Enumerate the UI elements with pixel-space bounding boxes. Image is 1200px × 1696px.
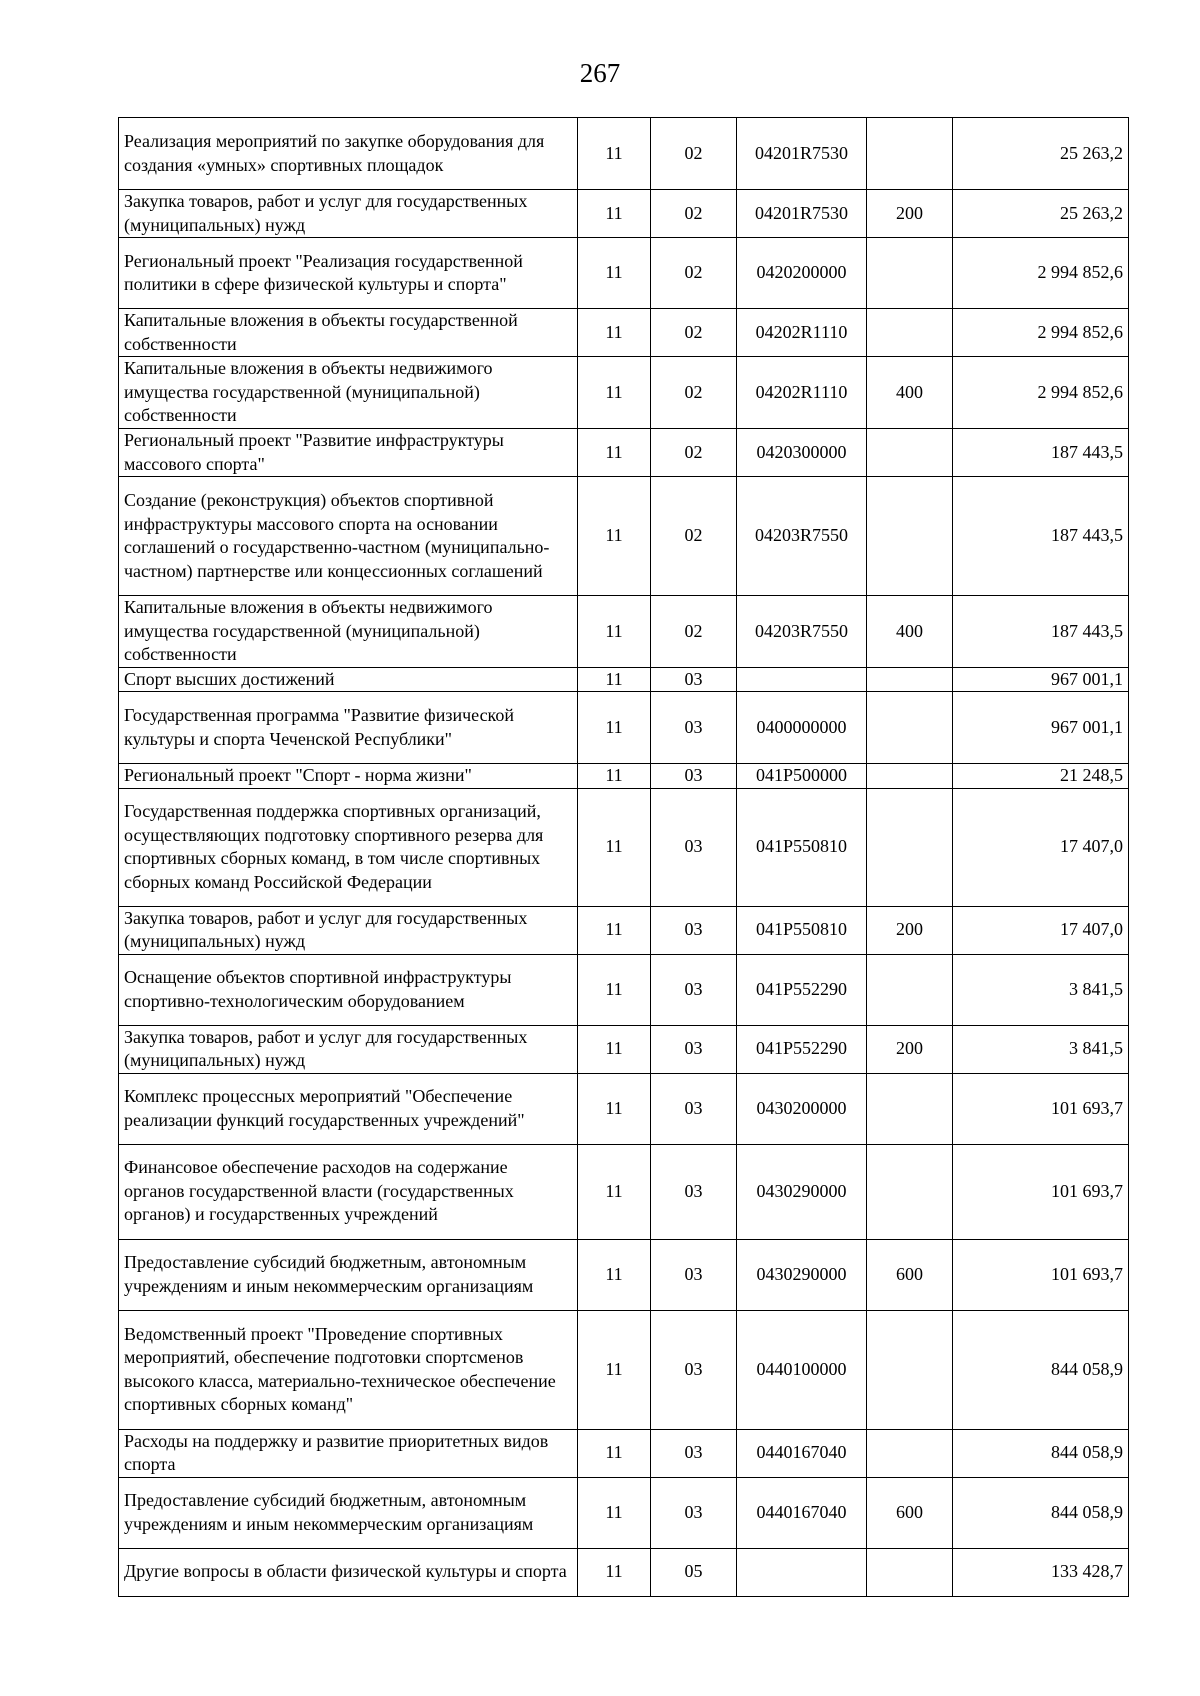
row-target-code: 04202R1110 xyxy=(737,357,867,429)
row-subsection: 03 xyxy=(651,692,737,764)
row-amount: 844 058,9 xyxy=(953,1477,1129,1548)
row-expense-type: 600 xyxy=(867,1239,953,1310)
row-expense-type: 400 xyxy=(867,357,953,429)
row-amount: 2 994 852,6 xyxy=(953,309,1129,357)
row-name: Региональный проект "Развитие инфраструктуры массового спорта" xyxy=(119,429,578,477)
row-amount: 967 001,1 xyxy=(953,692,1129,764)
row-target-code xyxy=(737,667,867,692)
row-subsection: 03 xyxy=(651,667,737,692)
row-subsection: 02 xyxy=(651,357,737,429)
row-name: Спорт высших достижений xyxy=(119,667,578,692)
row-subsection: 02 xyxy=(651,309,737,357)
table-row xyxy=(119,1477,1129,1548)
table-row xyxy=(119,596,1129,668)
table-row xyxy=(119,118,1129,190)
row-subsection: 03 xyxy=(651,1429,737,1477)
row-amount: 133 428,7 xyxy=(953,1548,1129,1596)
row-expense-type xyxy=(867,1548,953,1596)
table-row xyxy=(119,906,1129,954)
row-name: Оснащение объектов спортивной инфраструктуры спортивно-технологическим оборудованием xyxy=(119,954,578,1025)
row-target-code: 0440167040 xyxy=(737,1477,867,1548)
table-row xyxy=(119,1310,1129,1429)
row-name: Закупка товаров, работ и услуг для государственных (муниципальных) нужд xyxy=(119,190,578,238)
row-section: 11 xyxy=(578,309,651,357)
row-subsection: 03 xyxy=(651,906,737,954)
row-expense-type xyxy=(867,667,953,692)
row-section: 11 xyxy=(578,1239,651,1310)
row-name: Реализация мероприятий по закупке оборудования для создания «умных» спортивных площадок xyxy=(119,118,578,190)
row-target-code: 04201R7530 xyxy=(737,190,867,238)
row-amount: 17 407,0 xyxy=(953,906,1129,954)
row-target-code: 0440167040 xyxy=(737,1429,867,1477)
row-target-code: 041P550810 xyxy=(737,906,867,954)
row-expense-type: 200 xyxy=(867,906,953,954)
row-amount: 101 693,7 xyxy=(953,1073,1129,1144)
table-row xyxy=(119,1144,1129,1239)
row-section: 11 xyxy=(578,788,651,906)
row-name: Финансовое обеспечение расходов на содержание органов государственной власти (государственных органов) и государственных учреждений xyxy=(119,1144,578,1239)
page-number: 267 xyxy=(579,58,621,88)
row-section: 11 xyxy=(578,1144,651,1239)
row-subsection: 03 xyxy=(651,1025,737,1073)
row-subsection: 02 xyxy=(651,118,737,190)
row-section: 11 xyxy=(578,238,651,309)
row-amount: 17 407,0 xyxy=(953,788,1129,906)
row-expense-type: 200 xyxy=(867,190,953,238)
row-name: Расходы на поддержку и развитие приоритетных видов спорта xyxy=(119,1429,578,1477)
row-target-code: 041P552290 xyxy=(737,954,867,1025)
row-name: Государственная поддержка спортивных организаций, осуществляющих подготовку спортивного резерва для спортивных сборных команд, в том числе спортивных сборных команд Российской Федерации xyxy=(119,788,578,906)
row-target-code: 0400000000 xyxy=(737,692,867,764)
budget-table-body xyxy=(119,118,1129,1597)
row-name: Капитальные вложения в объекты недвижимого имущества государственной (муниципальной) собственности xyxy=(119,596,578,668)
row-name: Капитальные вложения в объекты недвижимого имущества государственной (муниципальной) собственности xyxy=(119,357,578,429)
row-expense-type xyxy=(867,477,953,596)
row-subsection: 03 xyxy=(651,764,737,789)
row-name: Другие вопросы в области физической культуры и спорта xyxy=(119,1548,578,1596)
row-subsection: 03 xyxy=(651,1239,737,1310)
row-target-code: 0440100000 xyxy=(737,1310,867,1429)
row-target-code: 04201R7530 xyxy=(737,118,867,190)
row-amount: 187 443,5 xyxy=(953,596,1129,668)
table-row xyxy=(119,1548,1129,1596)
table-row xyxy=(119,1025,1129,1073)
row-expense-type xyxy=(867,692,953,764)
row-name: Закупка товаров, работ и услуг для государственных (муниципальных) нужд xyxy=(119,1025,578,1073)
row-subsection: 02 xyxy=(651,477,737,596)
row-section: 11 xyxy=(578,1429,651,1477)
table-row xyxy=(119,788,1129,906)
row-section: 11 xyxy=(578,1548,651,1596)
row-expense-type xyxy=(867,1310,953,1429)
row-expense-type xyxy=(867,1429,953,1477)
row-target-code: 04203R7550 xyxy=(737,477,867,596)
budget-table xyxy=(118,117,1129,1597)
table-row xyxy=(119,954,1129,1025)
row-section: 11 xyxy=(578,906,651,954)
table-row xyxy=(119,1073,1129,1144)
row-subsection: 03 xyxy=(651,1144,737,1239)
row-amount: 25 263,2 xyxy=(953,190,1129,238)
row-expense-type: 400 xyxy=(867,596,953,668)
table-row xyxy=(119,190,1129,238)
row-expense-type: 200 xyxy=(867,1025,953,1073)
row-subsection: 02 xyxy=(651,596,737,668)
row-target-code: 04202R1110 xyxy=(737,309,867,357)
row-expense-type xyxy=(867,1073,953,1144)
row-amount: 25 263,2 xyxy=(953,118,1129,190)
row-subsection: 03 xyxy=(651,1073,737,1144)
table-row xyxy=(119,238,1129,309)
row-expense-type xyxy=(867,764,953,789)
row-section: 11 xyxy=(578,764,651,789)
row-target-code: 0430200000 xyxy=(737,1073,867,1144)
row-amount: 2 994 852,6 xyxy=(953,238,1129,309)
table-row xyxy=(119,764,1129,789)
table-row xyxy=(119,1429,1129,1477)
row-name: Предоставление субсидий бюджетным, автономным учреждениям и иным некоммерческим организациям xyxy=(119,1477,578,1548)
row-name: Капитальные вложения в объекты государственной собственности xyxy=(119,309,578,357)
row-name: Комплекс процессных мероприятий "Обеспечение реализации функций государственных учреждений" xyxy=(119,1073,578,1144)
table-row xyxy=(119,692,1129,764)
row-section: 11 xyxy=(578,1310,651,1429)
row-section: 11 xyxy=(578,596,651,668)
row-target-code: 0420200000 xyxy=(737,238,867,309)
row-section: 11 xyxy=(578,1477,651,1548)
row-subsection: 03 xyxy=(651,954,737,1025)
row-expense-type xyxy=(867,1144,953,1239)
row-target-code: 041P552290 xyxy=(737,1025,867,1073)
row-expense-type xyxy=(867,309,953,357)
row-amount: 101 693,7 xyxy=(953,1144,1129,1239)
row-subsection: 03 xyxy=(651,788,737,906)
row-name: Создание (реконструкция) объектов спортивной инфраструктуры массового спорта на основании соглашений о государственно-частном (муниципально-частном) партнерстве или концессионных соглашений xyxy=(119,477,578,596)
table-row xyxy=(119,477,1129,596)
row-amount: 3 841,5 xyxy=(953,1025,1129,1073)
table-row xyxy=(119,1239,1129,1310)
row-expense-type xyxy=(867,118,953,190)
row-section: 11 xyxy=(578,429,651,477)
row-subsection: 02 xyxy=(651,190,737,238)
row-target-code: 04203R7550 xyxy=(737,596,867,668)
row-section: 11 xyxy=(578,118,651,190)
row-name: Региональный проект "Спорт - норма жизни" xyxy=(119,764,578,789)
row-section: 11 xyxy=(578,1073,651,1144)
row-section: 11 xyxy=(578,954,651,1025)
row-amount: 2 994 852,6 xyxy=(953,357,1129,429)
row-amount: 3 841,5 xyxy=(953,954,1129,1025)
row-subsection: 03 xyxy=(651,1310,737,1429)
row-target-code: 041P550810 xyxy=(737,788,867,906)
row-name: Региональный проект "Реализация государственной политики в сфере физической культуры и спорта" xyxy=(119,238,578,309)
row-expense-type xyxy=(867,429,953,477)
row-section: 11 xyxy=(578,692,651,764)
table-row xyxy=(119,667,1129,692)
row-target-code: 0430290000 xyxy=(737,1239,867,1310)
row-subsection: 05 xyxy=(651,1548,737,1596)
row-name: Ведомственный проект "Проведение спортивных мероприятий, обеспечение подготовки спортсменов высокого класса, материально-техническое обеспечение спортивных сборных команд" xyxy=(119,1310,578,1429)
row-section: 11 xyxy=(578,357,651,429)
row-expense-type xyxy=(867,788,953,906)
row-expense-type: 600 xyxy=(867,1477,953,1548)
row-section: 11 xyxy=(578,667,651,692)
table-row xyxy=(119,309,1129,357)
row-name: Государственная программа "Развитие физической культуры и спорта Чеченской Республики" xyxy=(119,692,578,764)
row-subsection: 03 xyxy=(651,1477,737,1548)
row-target-code: 0420300000 xyxy=(737,429,867,477)
table-row xyxy=(119,357,1129,429)
row-expense-type xyxy=(867,238,953,309)
row-section: 11 xyxy=(578,1025,651,1073)
row-target-code: 0430290000 xyxy=(737,1144,867,1239)
row-target-code: 041P500000 xyxy=(737,764,867,789)
row-amount: 844 058,9 xyxy=(953,1310,1129,1429)
row-amount: 187 443,5 xyxy=(953,429,1129,477)
row-target-code xyxy=(737,1548,867,1596)
row-amount: 844 058,9 xyxy=(953,1429,1129,1477)
row-name: Предоставление субсидий бюджетным, автономным учреждениям и иным некоммерческим организациям xyxy=(119,1239,578,1310)
row-section: 11 xyxy=(578,477,651,596)
row-section: 11 xyxy=(578,190,651,238)
row-amount: 21 248,5 xyxy=(953,764,1129,789)
row-name: Закупка товаров, работ и услуг для государственных (муниципальных) нужд xyxy=(119,906,578,954)
table-row xyxy=(119,429,1129,477)
row-amount: 101 693,7 xyxy=(953,1239,1129,1310)
row-amount: 187 443,5 xyxy=(953,477,1129,596)
row-subsection: 02 xyxy=(651,238,737,309)
row-subsection: 02 xyxy=(651,429,737,477)
row-amount: 967 001,1 xyxy=(953,667,1129,692)
row-expense-type xyxy=(867,954,953,1025)
